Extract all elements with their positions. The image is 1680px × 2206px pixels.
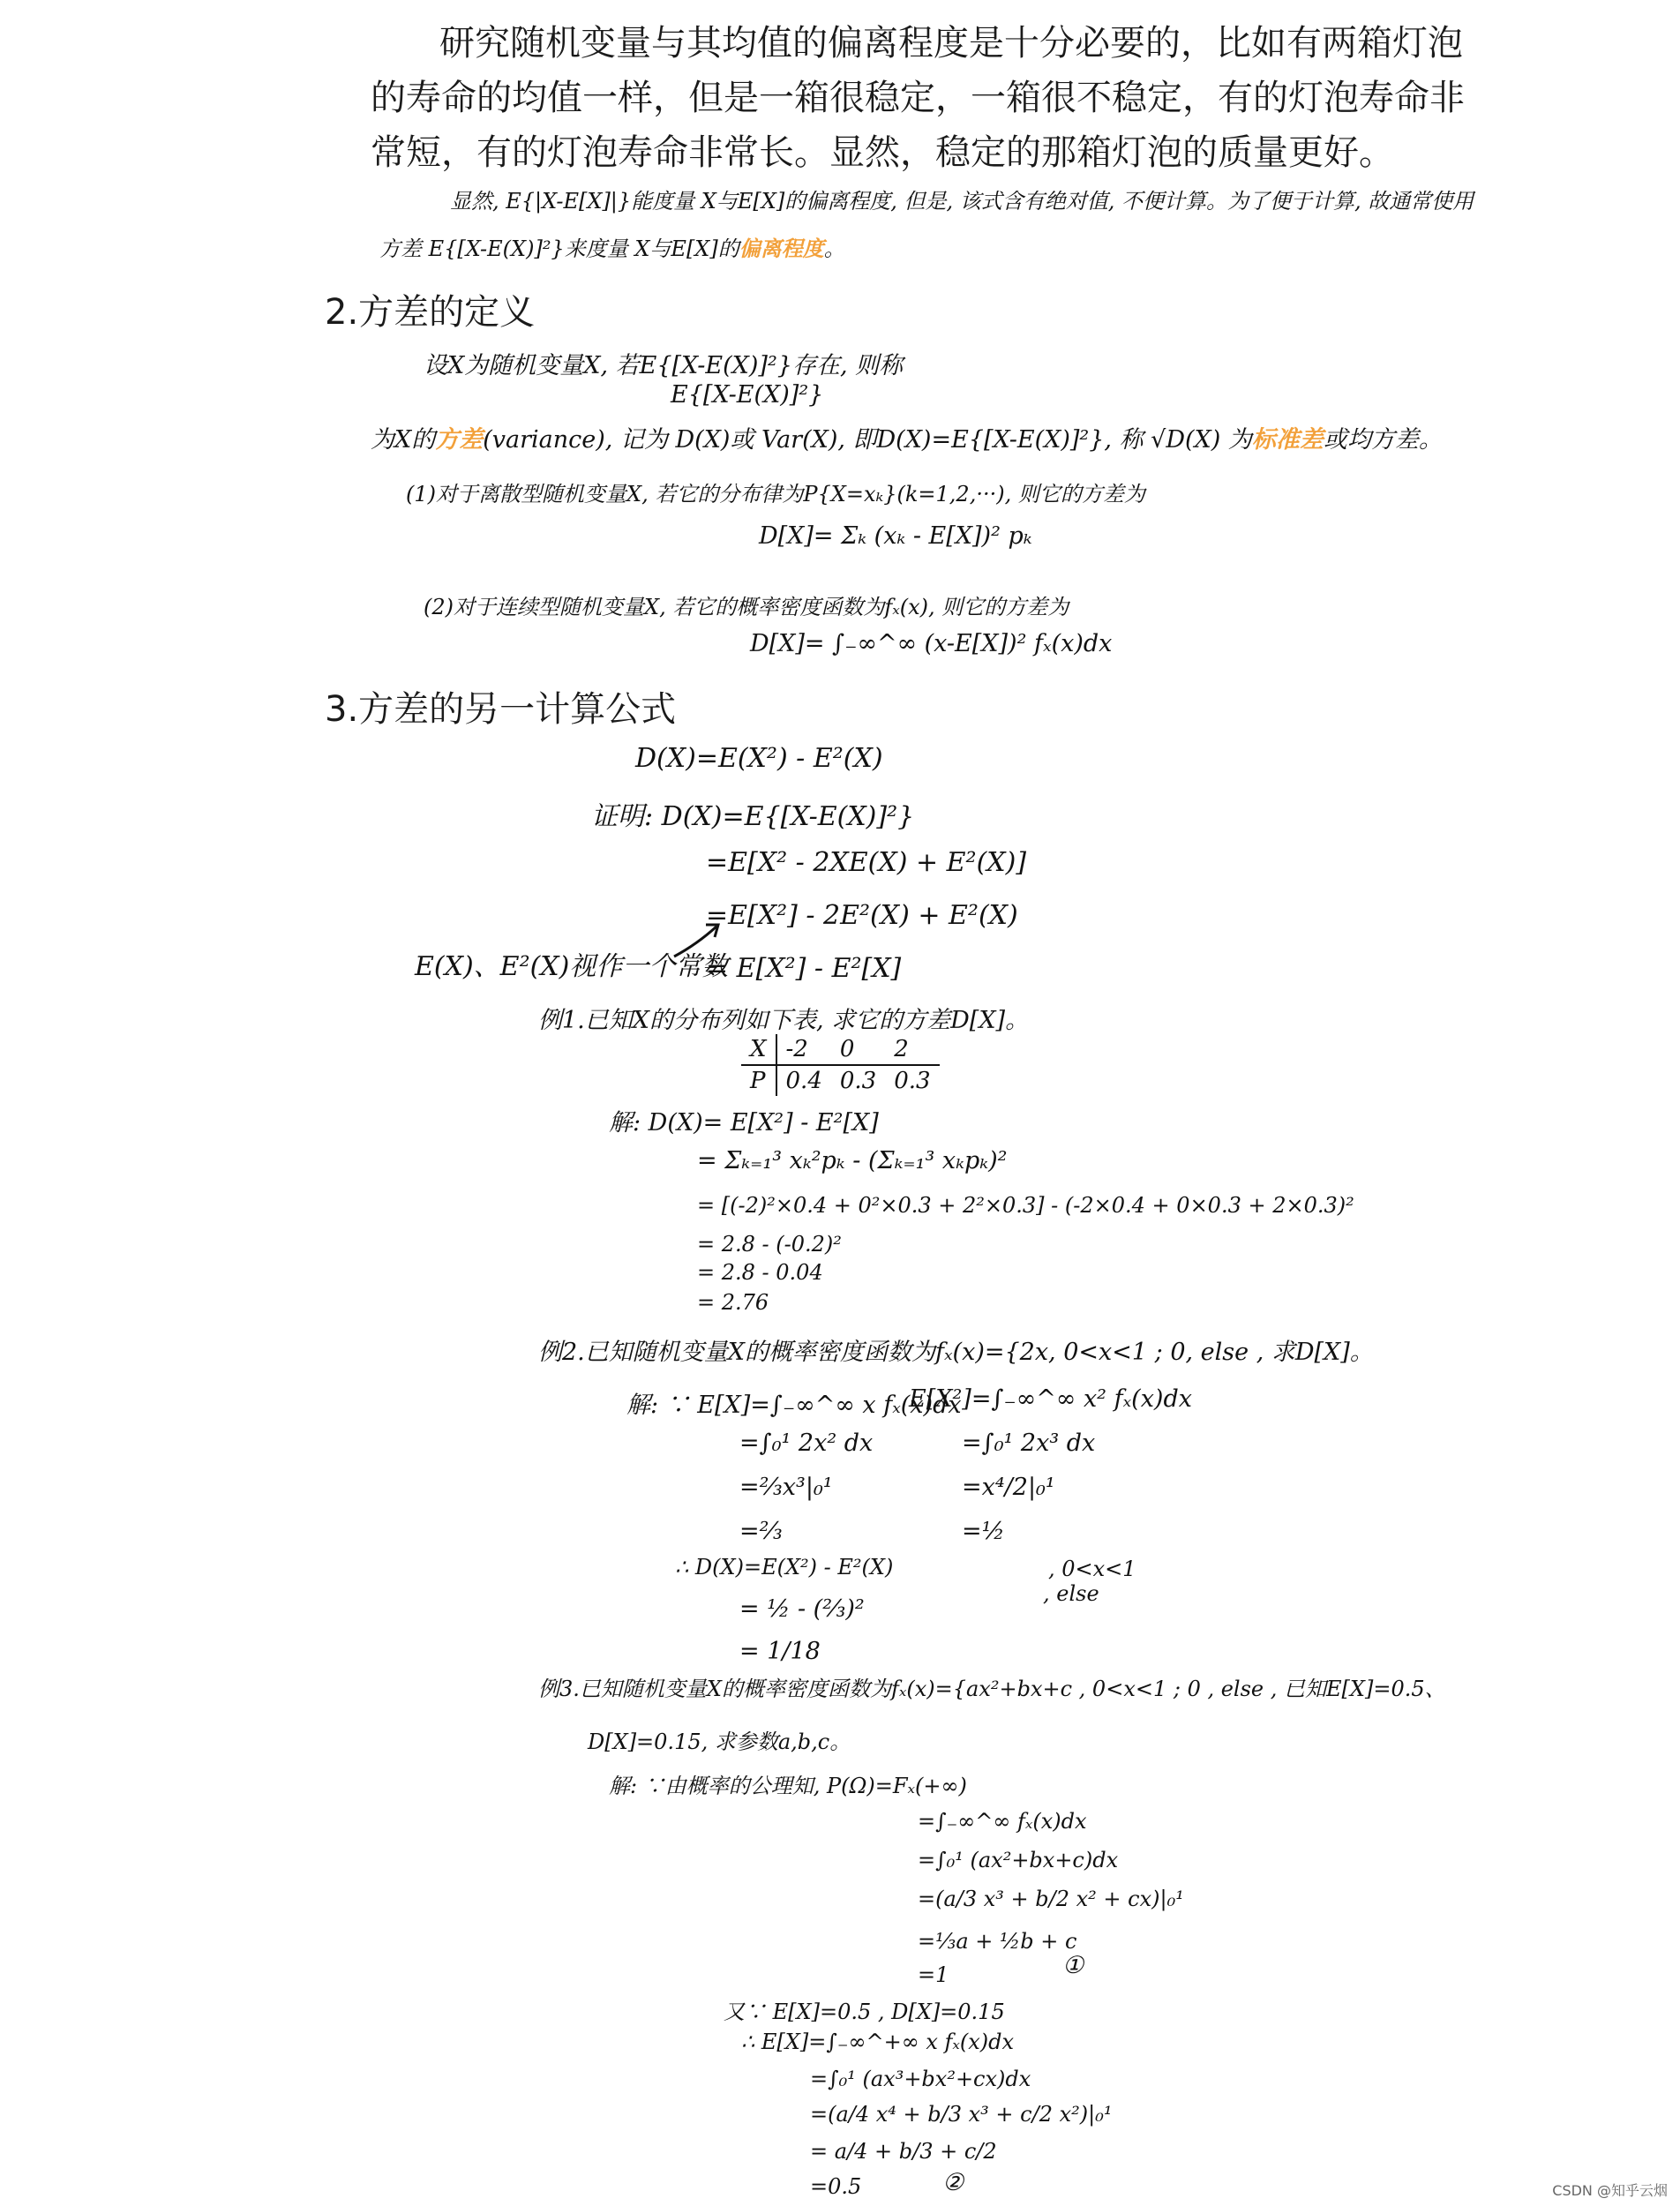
proof-line-2: =E[X² - 2XE(X) + E²(X)]: [706, 847, 1027, 878]
example-3-title-2: D[X]=0.15, 求参数a,b,c。: [588, 1730, 851, 1754]
example-3-step-6: =1: [918, 1962, 949, 1987]
table-cell: X: [741, 1034, 776, 1065]
constant-aside: E(X)、E²(X)视作一个常数: [415, 951, 729, 982]
example-2-right-2: =∫₀¹ 2x³ dx: [962, 1429, 1096, 1457]
example-2-right-3: =x⁴/2|₀¹: [962, 1474, 1055, 1501]
table-row: [741, 1034, 940, 1065]
example-1-title: 例1.已知X的分布列如下表, 求它的方差D[X]。: [538, 1007, 1030, 1034]
example-3-expect-1: ∴ E[X]=∫₋∞^+∞ x fₓ(x)dx: [741, 2030, 1015, 2054]
arrow-icon: [671, 918, 724, 962]
example-1-solution-4: = 2.8 - (-0.2)²: [697, 1232, 842, 1257]
section-2-heading: 2.方差的定义: [325, 292, 536, 333]
example-3-expect-2: =∫₀¹ (ax³+bx²+cx)dx: [810, 2067, 1031, 2091]
example-3-step-1: 解: ∵由概率的公理知, P(Ω)=Fₓ(+∞): [609, 1774, 967, 1798]
example-2-variance-1: ∴ D(X)=E(X²) - E²(X): [675, 1555, 894, 1579]
table-cell: 2: [885, 1034, 939, 1065]
definition-text-b: (variance), 记为 D(X)或 Var(X), 即D(X)=E{[X-E(X)]²}, 称 √D(X) 为: [483, 426, 1252, 454]
variance-formula: D(X)=E(X²) - E²(X): [635, 743, 883, 774]
example-3-step-3: =∫₀¹ (ax²+bx+c)dx: [918, 1848, 1119, 1872]
example-3-given: 又∵ E[X]=0.5 , D[X]=0.15: [724, 2000, 1005, 2024]
example-2-variance-3: = 1/18: [739, 1638, 821, 1665]
example-2-left-1: 解: ∵ E[X]=∫₋∞^∞ x fₓ(x)dx: [626, 1392, 962, 1419]
note-line-2: [379, 231, 845, 262]
table-cell: -2: [776, 1034, 831, 1065]
definition-text-c: 或均方差。: [1323, 426, 1443, 454]
example-3-step-4: =(a/3 x³ + b/2 x² + cx)|₀¹: [918, 1887, 1184, 1911]
intro-line-1: 研究随机变量与其均值的偏离程度是十分必要的，比如有两箱灯泡: [439, 23, 1463, 64]
definition-line-1: 设X为随机变量X, 若E{[X-E(X)]²}存在, 则称: [424, 352, 904, 379]
distribution-table: [741, 1034, 940, 1096]
intro-line-2: 的寿命的均值一样，但是一箱很稳定，一箱很不稳定，有的灯泡寿命非: [371, 78, 1465, 118]
table-row: [741, 1065, 940, 1096]
example-3-expect-5: =0.5: [810, 2174, 862, 2199]
example-3-step-5: =⅓a + ½b + c: [918, 1929, 1077, 1954]
discrete-formula: D[X]= Σₖ (xₖ - E[X])² pₖ: [759, 522, 1032, 550]
note-line-2-end: 。: [823, 236, 845, 261]
example-3-step-2: =∫₋∞^∞ fₓ(x)dx: [918, 1809, 1087, 1834]
example-1-solution-5: = 2.8 - 0.04: [697, 1260, 823, 1285]
proof-line-3: =E[X²] - 2E²(X) + E²(X): [706, 900, 1018, 931]
csdn-watermark: CSDN @知乎云烟: [1552, 2182, 1668, 2199]
example-1-solution-3: = [(-2)²×0.4 + 0²×0.3 + 2²×0.3] - (-2×0.4 + 0×0.3 + 2×0.3)²: [697, 1193, 1354, 1218]
example-2-left-2: =∫₀¹ 2x² dx: [739, 1429, 874, 1457]
proof-line-4: = E[X²] - E²[X]: [706, 953, 902, 984]
example-2-right-4: =½: [962, 1518, 1005, 1545]
equation-marker-1: ①: [1062, 1952, 1084, 1979]
continuous-formula: D[X]= ∫₋∞^∞ (x-E[X])² fₓ(x)dx: [750, 630, 1113, 657]
stray-note-1: , 0<x<1: [1048, 1557, 1136, 1581]
definition-text-a: 为X的: [371, 426, 436, 454]
example-1-solution-1: 解: D(X)= E[X²] - E²[X]: [609, 1109, 879, 1137]
section-3-heading: 3.方差的另一计算公式: [325, 689, 677, 730]
variance-highlight: 方差: [435, 426, 484, 454]
table-cell: P: [741, 1065, 776, 1096]
equation-marker-2: ②: [942, 2169, 964, 2196]
example-3-expect-4: = a/4 + b/3 + c/2: [810, 2139, 997, 2164]
example-1-solution-6: = 2.76: [697, 1290, 769, 1315]
stray-note-2: , else: [1043, 1581, 1099, 1606]
note-line-2-text: 方差 E{[X-E(X)]²}来度量 X与E[X]的: [379, 236, 739, 261]
table-cell: 0.3: [894, 1068, 931, 1094]
example-2-left-4: =⅔: [739, 1518, 783, 1545]
std-dev-highlight: 标准差: [1251, 426, 1324, 454]
example-2-left-3: =⅔x³|₀¹: [739, 1474, 833, 1501]
definition-line-2: E{[X-E(X)]²}: [671, 381, 824, 409]
table-cell: 0.3: [839, 1068, 877, 1094]
example-3-expect-3: =(a/4 x⁴ + b/3 x³ + c/2 x²)|₀¹: [810, 2102, 1113, 2127]
proof-line-1: 证明: D(X)=E{[X-E(X)]²}: [591, 801, 915, 832]
intro-line-3: 常短，有的灯泡寿命非常长。显然，稳定的那箱灯泡的质量更好。: [371, 132, 1394, 173]
definition-line-3: [371, 420, 1443, 454]
example-2-right-1: E[X²]=∫₋∞^∞ x² fₓ(x)dx: [909, 1385, 1192, 1413]
note-highlight: 偏离程度: [739, 236, 824, 261]
intro-paragraph: [371, 16, 1518, 180]
note-line-1: 显然, E{|X-E[X]|}能度量 X与E[X]的偏离程度, 但是, 该式含有绝对值, 不便计算。为了便于计算, 故通常使用: [450, 189, 1474, 214]
table-cell: 0.4: [785, 1068, 822, 1094]
example-2-title: 例2.已知随机变量X的概率密度函数为fₓ(x)={2x, 0<x<1 ; 0, else , 求D[X]。: [538, 1339, 1374, 1366]
example-3-title-1: 例3.已知随机变量X的概率密度函数为fₓ(x)={ax²+bx+c , 0<x<1 ; 0 , else , 已知E[X]=0.5、: [538, 1677, 1446, 1701]
discrete-case-line: (1)对于离散型随机变量X, 若它的分布律为P{X=xₖ}(k=1,2,···), 则它的方差为: [406, 482, 1145, 506]
continuous-case-line: (2)对于连续型随机变量X, 若它的概率密度函数为fₓ(x), 则它的方差为: [424, 595, 1069, 619]
table-cell: 0: [831, 1034, 885, 1065]
example-1-solution-2: = Σₖ₌₁³ xₖ²pₖ - (Σₖ₌₁³ xₖpₖ)²: [697, 1147, 1008, 1174]
example-2-variance-2: = ½ - (⅔)²: [739, 1595, 865, 1623]
